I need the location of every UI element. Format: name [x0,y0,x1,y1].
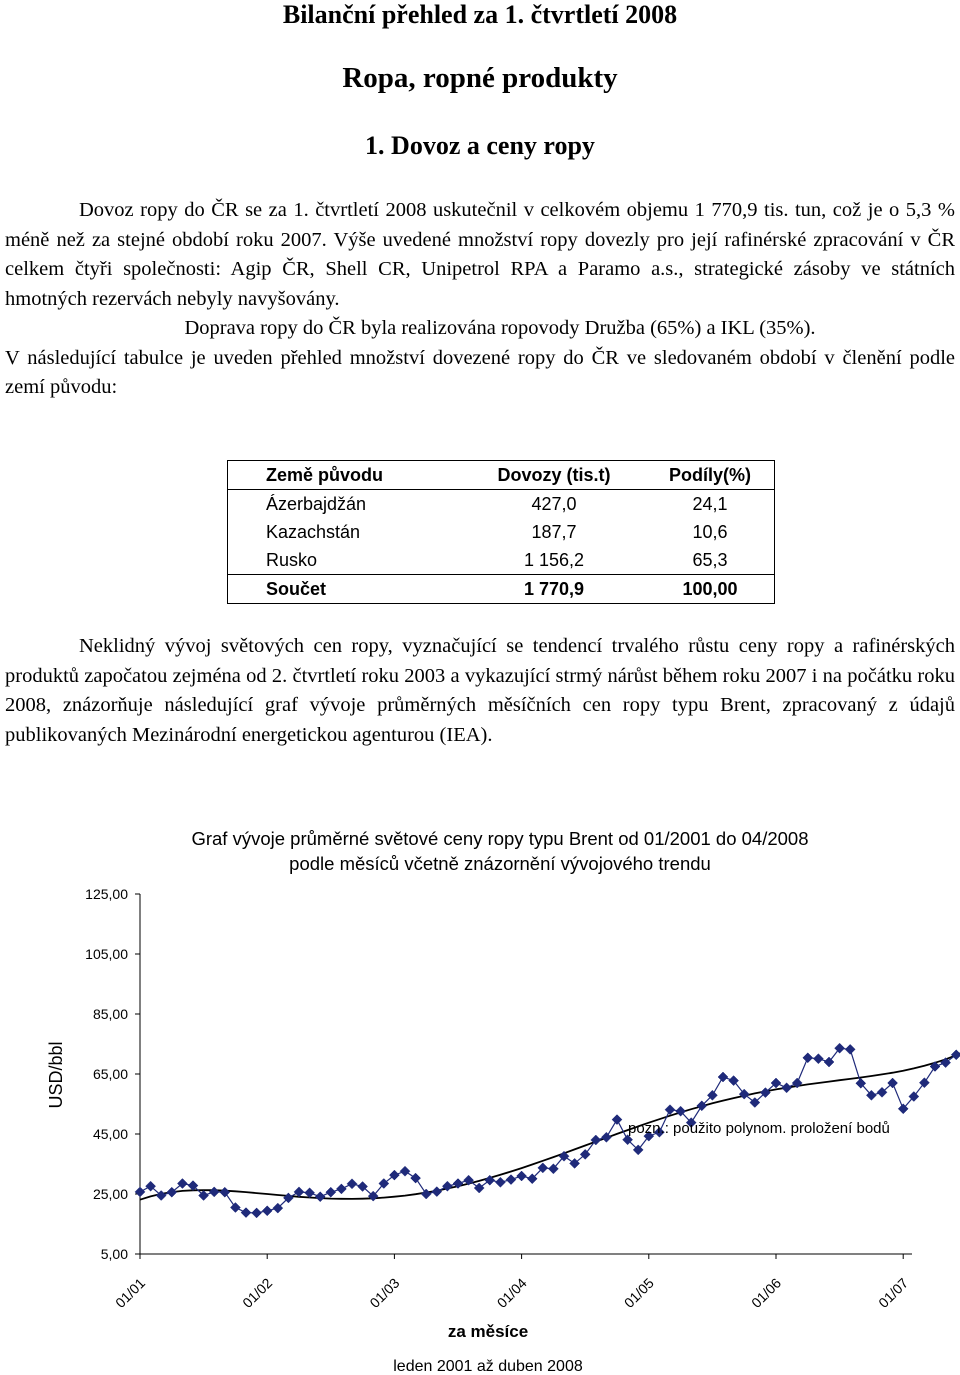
data-point [241,1208,251,1218]
x-tick-label: 01/02 [239,1274,276,1311]
trend-line [140,943,960,1200]
data-point [517,1171,527,1181]
y-tick-label: 5,00 [100,1246,128,1262]
x-tick-label: 01/04 [493,1274,530,1311]
data-point [135,1187,145,1197]
data-point [305,1188,315,1198]
subsection-heading: 1. Dovoz a ceny ropy [365,131,595,160]
data-point [951,1050,960,1060]
data-point [803,1053,813,1063]
data-point [336,1184,346,1194]
import-table [227,460,775,604]
y-tick-label: 25,00 [92,1186,128,1202]
x-tick-label: 01/03 [366,1274,403,1311]
data-point [506,1175,516,1185]
data-point [220,1187,230,1197]
x-axis-label: za měsíce [447,1322,529,1341]
data-point [824,1057,834,1067]
table-total-imports: 1 770,9 [462,575,646,604]
y-tick-label: 105,00 [85,946,128,962]
data-point [782,1083,792,1093]
intro-text [5,196,955,403]
price-paragraph: Neklidný vývoj světových cen ropy, vyznačující se tendencí trvalého růstu ceny ropy a rafinérských produktů započatou zejména od 2. čtvrtletí roku 2003 a vykazující strmý nárůst během roku 2007 i na počátku roku 2008, znázorňuje následující graf vývoje průměrných měsíčních cen ropy typu Brent, zpracovaný z údajů publikovaných Mezinárodní energetickou agenturou (IEA). [5,635,955,746]
y-axis-label: USD/bbl [46,1041,66,1109]
table-row [228,546,775,575]
table-cell-share: 10,6 [646,518,775,546]
chart-title-line-2: podle měsíců včetně znázornění vývojového trendu [289,853,711,874]
y-tick-label: 65,00 [92,1066,128,1082]
table-cell-country: Ázerbajdžán [228,490,463,519]
data-point [262,1206,272,1216]
series-line [140,942,960,1213]
data-point [665,1105,675,1115]
data-point [432,1187,442,1197]
data-point [294,1187,304,1197]
data-point [252,1208,262,1218]
x-tick-label: 01/01 [112,1274,149,1311]
table-row [228,490,775,519]
section-heading: Ropa, ropné produkty [342,62,618,94]
data-point [315,1192,325,1202]
data-point [612,1115,622,1125]
chart-title-line-1: Graf vývoje průměrné světové ceny ropy typu Brent od 01/2001 do 04/2008 [191,828,809,849]
x-tick-label: 01/05 [620,1274,657,1311]
x-tick-label: 01/07 [875,1274,912,1311]
table-header-row [228,461,775,490]
table-cell-imports: 187,7 [531,521,577,542]
x-axis-sublabel: leden 2001 až duben 2008 [393,1358,583,1375]
data-point [718,1072,728,1082]
table-total-label: Součet [228,575,463,604]
x-tick-label: 01/06 [748,1274,785,1311]
table-row [228,518,775,546]
data-point [421,1189,431,1199]
y-tick-label: 125,00 [85,886,128,902]
data-point [411,1173,421,1183]
table-cell-share: 24,1 [646,490,775,519]
data-point [209,1187,219,1197]
data-point [495,1177,505,1187]
table-header-imports: Dovozy (tis.t) [462,461,646,490]
data-point [474,1183,484,1193]
data-point [835,1043,845,1053]
table-header-share: Podíly(%) [646,461,775,490]
table-total-row [228,575,775,604]
table-cell-share: 65,3 [646,546,775,575]
table-total-share: 100,00 [646,575,775,604]
table-cell-country: Rusko [228,546,463,575]
data-point [400,1166,410,1176]
price-text [5,632,955,750]
data-point [326,1187,336,1197]
chart-note: pozn.: použito polynom. proložení bodů [628,1120,890,1137]
data-point [941,1058,951,1068]
data-point [813,1054,823,1064]
data-point [230,1203,240,1213]
data-point [601,1132,611,1142]
data-point [845,1044,855,1054]
document-title: Bilanční přehled za 1. čtvrtletí 2008 [282,0,678,29]
table-cell-imports: 427,0 [531,493,577,514]
data-point [919,1078,929,1088]
intro-paragraph-3: V následující tabulce je uveden přehled množství dovezené ropy do ČR ve sledovaném období v členění podle zemí původu: [5,346,955,398]
table-cell-imports: 1 156,2 [523,549,585,570]
y-tick-label: 45,00 [92,1126,128,1142]
intro-paragraph-1: Dovoz ropy do ČR se za 1. čtvrtletí 2008 uskutečnil v celkovém objemu 1 770,9 tis. tun, což je o 5,3 % méně než za stejné období roku 2007. Výše uvedené množství ropy dovezly pro její rafinérské zpracování v ČR celkem čtyři společnosti: Agip ČR, Shell CR, Unipetrol RPA a Paramo a.s., strategické zásoby ve státních hmotných rezervách nebyly navyšovány. [5,199,955,310]
y-tick-label: 85,00 [92,1006,128,1022]
intro-paragraph-2: Doprava ropy do ČR byla realizována ropovody Družba (65%) a IKL (35%). [184,317,816,339]
table-cell-country: Kazachstán [228,518,463,546]
table-header-country: Země původu [228,461,463,490]
data-point [347,1179,357,1189]
